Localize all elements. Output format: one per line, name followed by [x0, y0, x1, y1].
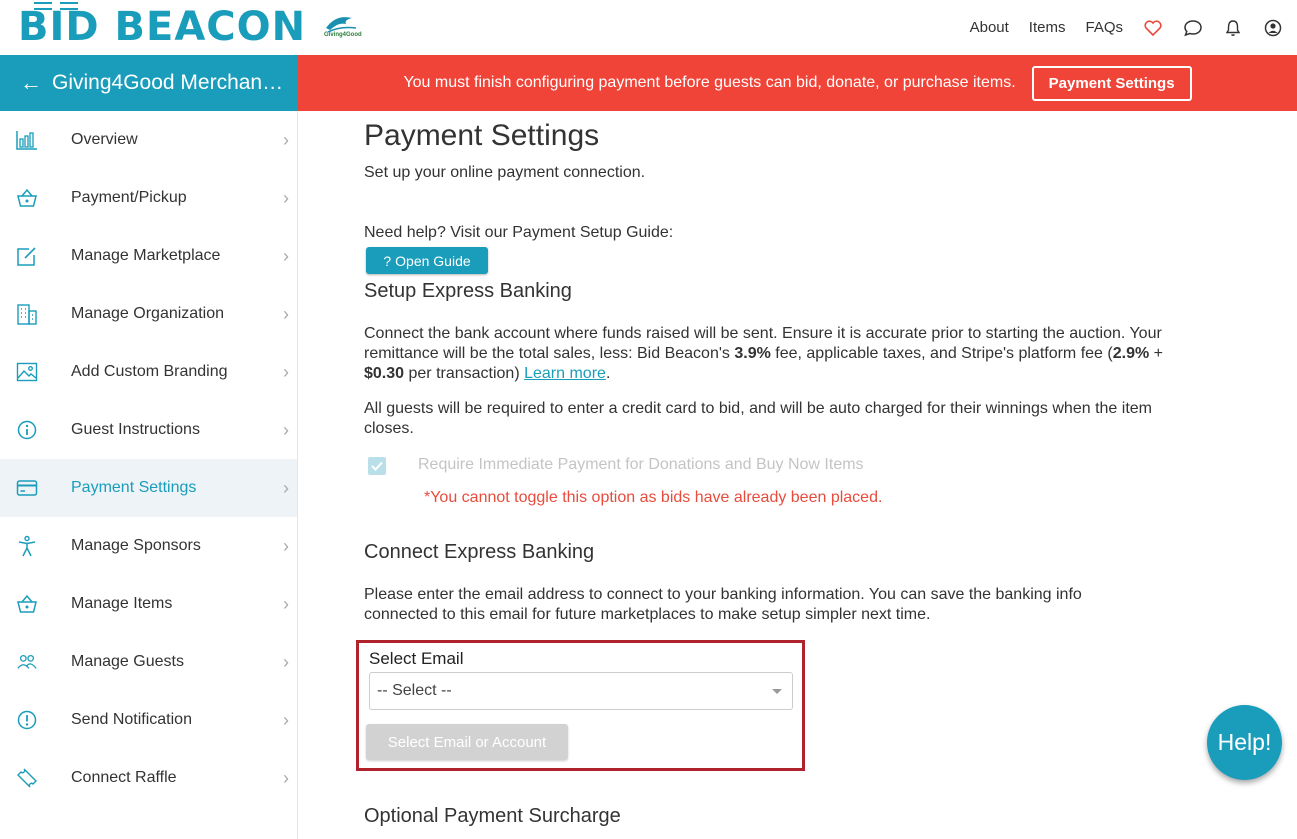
person-icon [16, 535, 38, 557]
select-value: -- Select -- [377, 682, 452, 699]
bar-chart-icon [16, 129, 38, 151]
sidebar-item-label: Manage Guests [71, 653, 184, 670]
payment-alert-banner [298, 55, 1297, 111]
open-guide-label: Open Guide [395, 252, 471, 269]
sidebar-item-send-notification[interactable] [0, 691, 297, 749]
sidebar-item-manage-organization[interactable] [0, 285, 297, 343]
chevron-right-icon: › [283, 245, 289, 266]
chevron-right-icon: › [283, 129, 289, 150]
heart-icon[interactable] [1143, 18, 1163, 38]
bell-icon[interactable] [1223, 18, 1243, 38]
beacon-beam-icon [32, 0, 80, 12]
building-icon [16, 303, 38, 325]
desc-text: fee, applicable taxes, and Stripe's platform fee ( [770, 345, 1113, 362]
edit-icon [16, 245, 38, 267]
page-title: Payment Settings [364, 119, 600, 152]
sidebar-item-connect-raffle[interactable] [0, 749, 297, 807]
desc-text: + [1149, 345, 1163, 362]
desc-text: per transaction) [404, 365, 525, 382]
nav-faqs[interactable]: FAQs [1085, 19, 1123, 36]
question-icon: ? [383, 252, 392, 269]
sidebar-item-label: Manage Items [71, 595, 173, 612]
express-banking-description [364, 324, 1164, 384]
chevron-right-icon: › [283, 477, 289, 498]
basket-icon [16, 593, 38, 615]
desc-text: Connect the bank account where funds raised will be sent. Ensure it is accurate prior to starting the auction. Your remittance will be the total sales, less: Bid Beacon's [364, 325, 1162, 362]
help-text: Need help? Visit our Payment Setup Guide: [364, 224, 674, 241]
credit-card-notice: All guests will be required to enter a credit card to bid, and will be auto charged for their winnings when the item closes. [364, 400, 1152, 437]
sidebar-item-guest-instructions[interactable] [0, 401, 297, 459]
sidebar-item-payment-settings[interactable] [0, 459, 297, 517]
chevron-right-icon: › [283, 651, 289, 672]
sidebar-item-label: Add Custom Branding [71, 363, 228, 380]
sidebar-item-label: Manage Marketplace [71, 247, 221, 264]
image-icon [16, 361, 38, 383]
select-email-dropdown[interactable] [369, 672, 793, 710]
back-arrow-icon[interactable]: ← [20, 70, 42, 95]
chevron-right-icon: › [283, 303, 289, 324]
toggle-warning: *You cannot toggle this option as bids have already been placed. [424, 489, 883, 506]
select-email-or-account-button[interactable]: Select Email or Account [366, 724, 568, 760]
sidebar-item-label: Payment/Pickup [71, 189, 187, 206]
dropdown-caret-icon [772, 689, 782, 694]
sidebar-item-label: Payment Settings [71, 479, 197, 496]
partner-logo-text: Giving4Good [324, 32, 362, 38]
chevron-right-icon: › [283, 419, 289, 440]
bid-beacon-logo[interactable] [18, 2, 306, 52]
bid-beacon-fee: 3.9% [734, 345, 771, 362]
user-icon[interactable] [1263, 18, 1283, 38]
sidebar-item-label: Connect Raffle [71, 769, 177, 786]
sidebar-item-custom-branding[interactable] [0, 343, 297, 401]
logo-text: BID BEACON [18, 4, 307, 50]
sidebar-item-label: Overview [71, 131, 138, 148]
express-banking-heading: Setup Express Banking [364, 280, 572, 302]
chevron-right-icon: › [283, 767, 289, 788]
immediate-payment-checkbox[interactable] [368, 457, 386, 475]
info-icon [16, 419, 38, 441]
event-title: Giving4Good Merchan… [52, 71, 284, 94]
chevron-right-icon: › [283, 593, 289, 614]
sidebar [0, 111, 298, 839]
people-icon [16, 651, 38, 673]
event-title-bar [0, 55, 298, 111]
sidebar-item-label: Manage Organization [71, 305, 224, 322]
select-email-label: Select Email [369, 649, 464, 668]
learn-more-link[interactable]: Learn more [524, 365, 606, 382]
page-subtitle: Set up your online payment connection. [364, 164, 646, 181]
sidebar-item-overview[interactable] [0, 111, 297, 169]
alert-payment-settings-button[interactable]: Payment Settings [1032, 66, 1192, 101]
sidebar-item-manage-items[interactable] [0, 575, 297, 633]
chevron-right-icon: › [283, 535, 289, 556]
sidebar-item-manage-marketplace[interactable] [0, 227, 297, 285]
connect-banking-heading: Connect Express Banking [364, 541, 595, 563]
basket-icon [16, 187, 38, 209]
desc-text: . [605, 365, 611, 382]
sidebar-item-label: Manage Sponsors [71, 537, 201, 554]
ticket-icon [16, 767, 38, 789]
chevron-right-icon: › [283, 361, 289, 382]
stripe-percent: 2.9% [1112, 345, 1150, 362]
chat-icon[interactable] [1183, 18, 1203, 38]
nav-about[interactable]: About [969, 19, 1009, 36]
credit-card-icon [16, 477, 38, 499]
nav-items[interactable]: Items [1028, 19, 1066, 36]
chevron-right-icon: › [283, 709, 289, 730]
chevron-right-icon: › [283, 187, 289, 208]
stripe-fixed: $0.30 [364, 365, 405, 382]
sidebar-item-payment-pickup[interactable] [0, 169, 297, 227]
sidebar-item-label: Send Notification [71, 711, 192, 728]
connect-banking-description: Please enter the email address to connect to your banking information. You can save the banking info connected to this email for future marketplaces to make setup simpler next time. [364, 586, 1082, 623]
sidebar-item-manage-guests[interactable] [0, 633, 297, 691]
help-button[interactable]: Help! [1207, 705, 1282, 780]
top-nav [970, 0, 1283, 55]
alert-icon [16, 709, 38, 731]
checkmark-icon [371, 461, 383, 471]
sidebar-item-manage-sponsors[interactable] [0, 517, 297, 575]
payment-surcharge-heading: Optional Payment Surcharge [364, 805, 621, 827]
top-header [0, 0, 1297, 55]
immediate-payment-label: Require Immediate Payment for Donations and Buy Now Items [418, 456, 864, 473]
alert-message: You must finish configuring payment before guests can bid, donate, or purchase items. [403, 74, 1016, 91]
sidebar-item-label: Guest Instructions [71, 421, 200, 438]
open-guide-button[interactable] [366, 247, 488, 274]
